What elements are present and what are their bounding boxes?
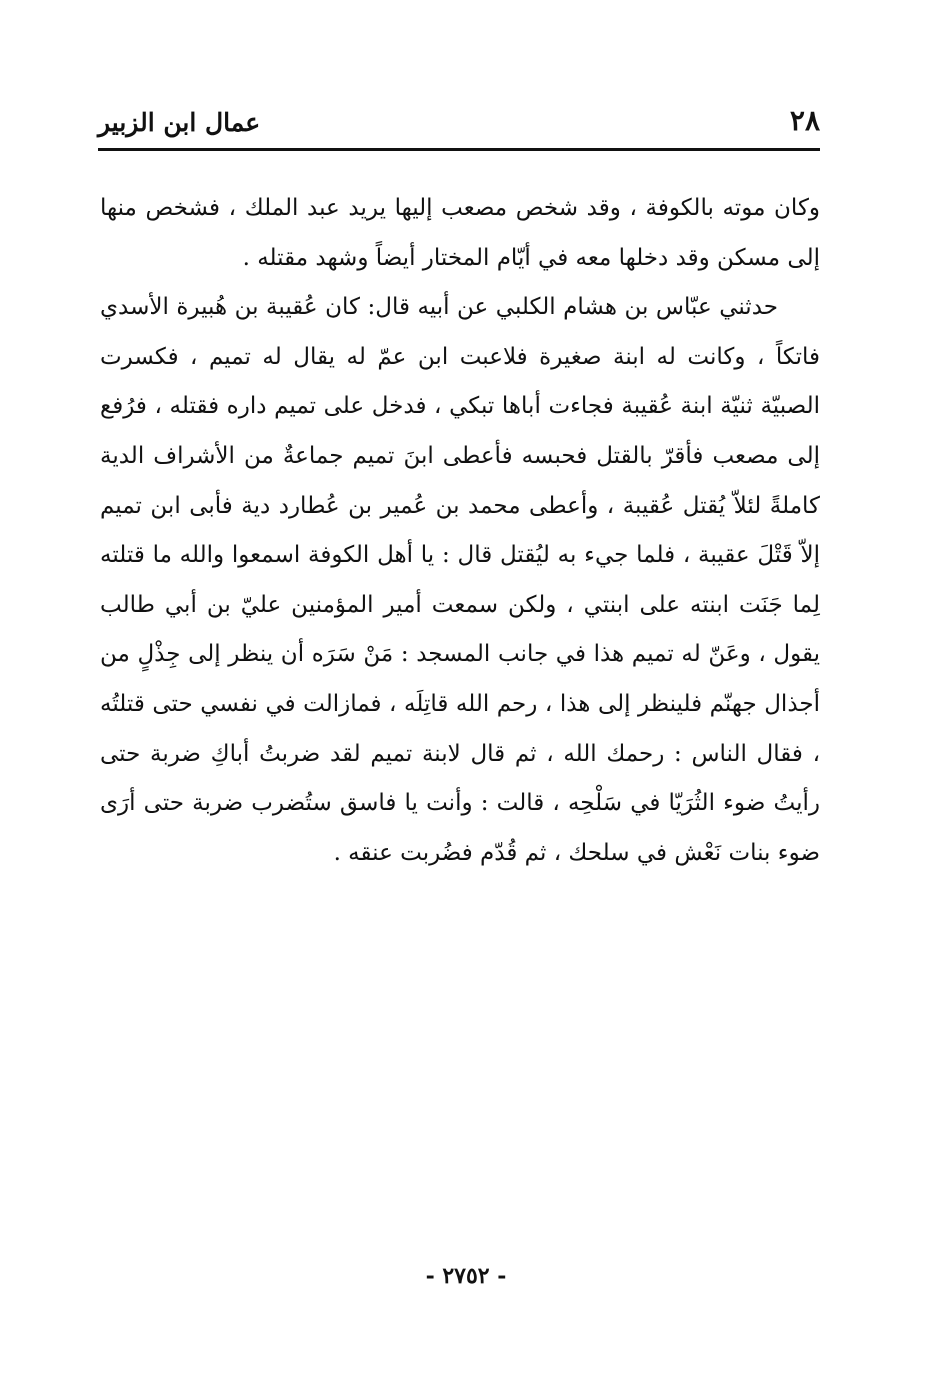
paragraph-death-in-kufa: وكان موته بالكوفة ، وقد شخص مصعب إليها يريد عبد الملك ، فشخص منها إلى مسكن وقد دخلها معه في أيّام المختار أيضاً وشهد مقتله .	[100, 195, 820, 271]
body-text	[100, 184, 820, 878]
running-title: عمال ابن الزبير	[98, 108, 261, 137]
page-header	[98, 100, 820, 150]
folio-number: - ٢٧٥٢ -	[425, 1263, 507, 1289]
paragraph-uqayba-story: حدثني عبّاس بن هشام الكلبي عن أبيه قال: كان عُقيبة بن هُبيرة الأسدي فاتكاً ، وكانت له ابنة صغيرة فلاعبت ابن عمّ له يقال له تميم ، فكسرت الصبيّة ثنيّة ابنة عُقيبة فجاءت أباها تبكي ، فدخل على تميم داره فقتله ، فرُفع إلى مصعب فأقرّ بالقتل فحبسه فأعطى ابنَ تميم جماعةٌ من الأشراف الدية كاملةً لئلاّ يُقتل عُقيبة ، وأعطى محمد بن عُمير بن عُطارد دية فأبى ابن تميم إلاّ قَتْلَ عقيبة ، فلما جيء به ليُقتل قال : يا أهل الكوفة اسمعوا والله ما قتلته لِما جَنَت ابنته على ابنتي ، ولكن سمعت أمير المؤمنين عليّ بن أبي طالب يقول ، وعَنّ له تميم هذا في جانب المسجد : مَنْ سَرَه أن ينظر إلى جِذْلٍ من أجذال جهنّم فلينظر إلى هذا ، رحم الله قاتِلَه ، فمازالت في نفسي حتى قتلتُه ، فقال الناس : رحمك الله ، ثم قال لابنة تميم لقد ضربتُ أباكِ ضربة حتى رأيتُ ضوء الثُرَيّا في سَلْحِه ، قالت : وأنت يا فاسق ستُضرب ضربة حتى أرَى ضوء بنات نَعْش في سلحك ، ثم قُدّم فضُربت عنقه .	[100, 294, 820, 866]
page-number: ٢٨	[789, 104, 820, 137]
header-rule	[98, 148, 820, 151]
